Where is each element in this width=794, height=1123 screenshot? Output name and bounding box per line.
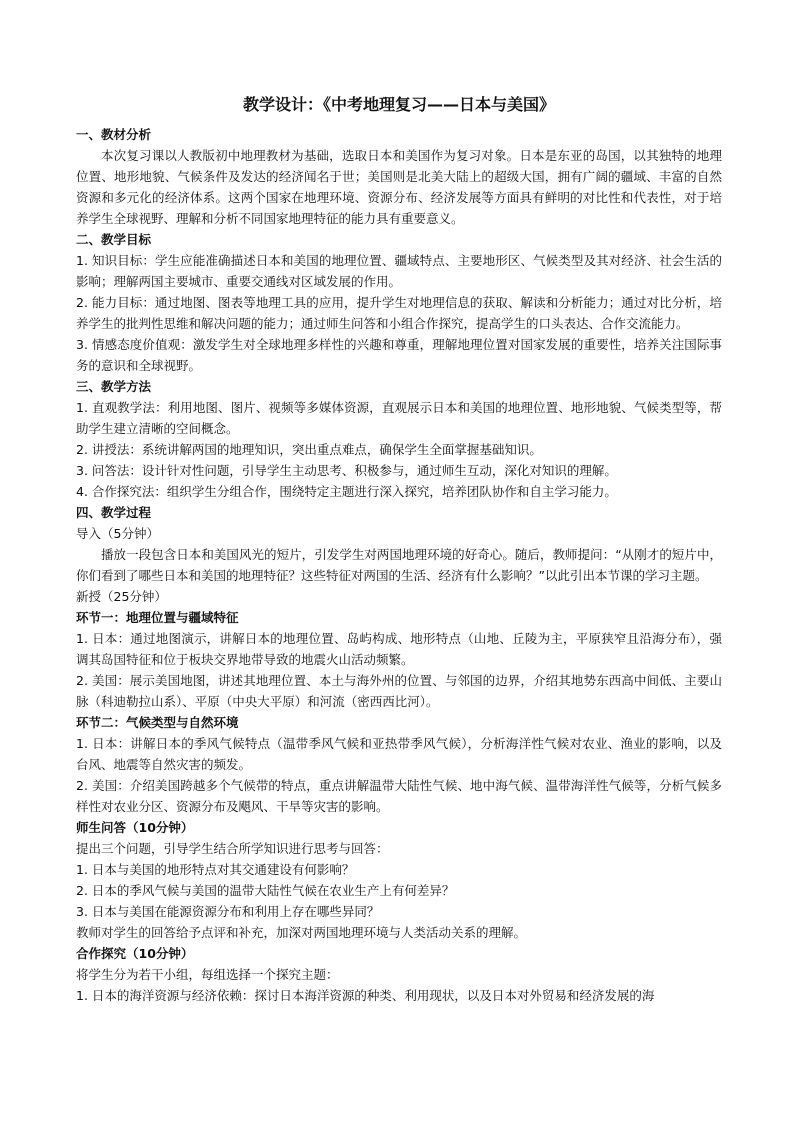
goal-item: 3. 情感态度价值观：激发学生对全球地理多样性的兴趣和尊重，理解地理位置对国家发展的重要性，培养关注国际事务的意识和全球视野。 [76,337,722,373]
qa-item: 1. 日本与美国的地形特点对其交通建设有何影响？ [76,862,355,877]
new-lesson-label: 新授（25分钟） [76,589,167,604]
intro-paragraph: 播放一段包含日本和美国风光的短片，引发学生对两国地理环境的好奇心。随后，教师提问：“从刚才的短片中，你们看到了哪些日本和美国的地理特征？这些特征对两国的生活、经济有什么影响？”以此引出本节课的学习主题。 [76,547,722,583]
method-item: 1. 直观教学法：利用地图、图片、视频等多媒体资源，直观展示日本和美国的地理位置、地形地貌、气候类型等，帮助学生建立清晰的空间概念。 [76,400,722,436]
section-heading-teaching-process: 四、教学过程 [76,505,152,520]
qa-close: 教师对学生的回答给予点评和补充，加深对两国地理环境与人类活动关系的理解。 [76,925,527,940]
document-title: 教学设计：《中考地理复习——日本与美国》 [242,95,555,114]
textbook-analysis-paragraph: 本次复习课以人教版初中地理教材为基础，选取日本和美国作为复习对象。日本是东亚的岛国，以其独特的地理位置、地形地貌、气候条件及发达的经济闻名于世；美国则是北美大陆上的超级大国，拥有广阔的疆域、丰富的自然资源和多元化的经济体系。这两个国家在地理环境、资源分布、经济发展等方面具有鲜明的对比性和代表性，对于培养学生全球视野、理解和分析不同国家地理特征的能力具有重要意义。 [76,148,722,226]
section-heading-textbook-analysis: 一、教材分析 [76,127,152,142]
link1-item: 1. 日本：通过地图演示，讲解日本的地理位置、岛屿构成、地形特点（山地、丘陵为主，平原狭窄且沿海分布），强调其岛国特征和位于板块交界地带导致的地震火山活动频繁。 [76,631,722,667]
method-item: 4. 合作探究法：组织学生分组合作，围绕特定主题进行深入探究，培养团队协作和自主学习能力。 [76,484,617,499]
link1-item: 2. 美国：展示美国地图，讲述其地理位置、本土与海外州的位置、与邻国的边界，介绍其地势东西高中间低、主要山脉（科迪勒拉山系）、平原（中央大平原）和河流（密西西比河）。 [76,673,722,709]
qa-intro: 提出三个问题，引导学生结合所学知识进行思考与回答： [76,841,389,856]
link2-heading: 环节二：气候类型与自然环境 [76,715,239,730]
intro-label: 导入（5分钟） [76,526,159,541]
document-page [76,92,722,1006]
section-heading-teaching-methods: 三、教学方法 [76,379,152,394]
goal-item: 2. 能力目标：通过地图、图表等地理工具的应用，提升学生对地理信息的获取、解读和分析能力；通过对比分析，培养学生的批判性思维和解决问题的能力；通过师生问答和小组合作探究，提高学生的口头表达、合作交流能力。 [76,295,722,331]
method-item: 2. 讲授法：系统讲解两国的地理知识，突出重点难点，确保学生全面掌握基础知识。 [76,442,542,457]
section-heading-teaching-goals: 二、教学目标 [76,232,152,247]
link2-item: 2. 美国：介绍美国跨越多个气候带的特点，重点讲解温带大陆性气候、地中海气候、温带海洋性气候等，分析气候多样性对农业分区、资源分布及飓风、干旱等灾害的影响。 [76,778,722,814]
coop-heading: 合作探究（10分钟） [76,946,194,961]
qa-item: 2. 日本的季风气候与美国的温带大陆性气候在农业生产上有何差异？ [76,883,455,898]
link2-item: 1. 日本：讲解日本的季风气候特点（温带季风气候和亚热带季风气候），分析海洋性气候对农业、渔业的影响，以及台风、地震等自然灾害的频发。 [76,736,722,772]
method-item: 3. 问答法：设计针对性问题，引导学生主动思考、积极参与，通过师生互动，深化对知识的理解。 [76,463,617,478]
coop-item: 1. 日本的海洋资源与经济依赖：探讨日本海洋资源的种类、利用现状，以及日本对外贸易和经济发展的海 [76,988,655,1003]
goal-item: 1. 知识目标：学生应能准确描述日本和美国的地理位置、疆域特点、主要地形区、气候类型及其对经济、社会生活的影响；理解两国主要城市、重要交通线对区域发展的作用。 [76,253,722,289]
link1-heading: 环节一：地理位置与疆域特征 [76,610,239,625]
qa-heading: 师生问答（10分钟） [76,820,194,835]
coop-intro: 将学生分为若干小组，每组选择一个探究主题： [76,967,339,982]
qa-item: 3. 日本与美国在能源资源分布和利用上存在哪些异同？ [76,904,380,919]
